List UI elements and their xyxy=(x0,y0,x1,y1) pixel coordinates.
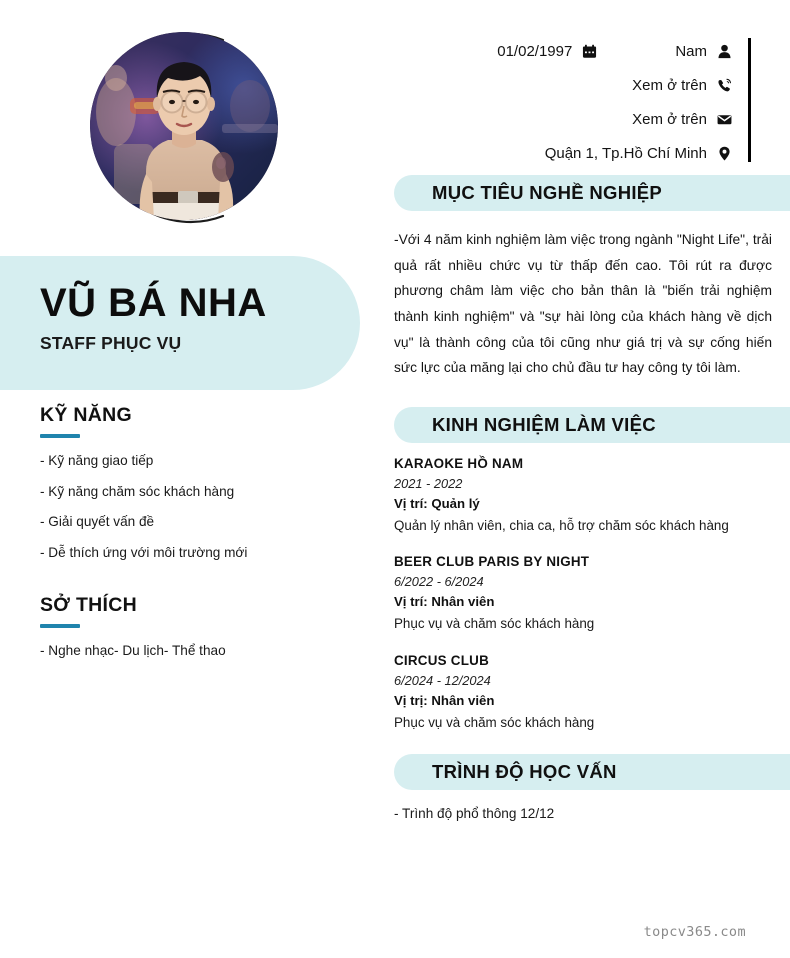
portrait-photo xyxy=(90,32,278,220)
profile-photo-container xyxy=(75,28,275,232)
company-name: BEER CLUB PARIS BY NIGHT xyxy=(394,554,590,570)
objective-text: -Với 4 năm kinh nghiệm làm việc trong ngành "Night Life", trải quả rất nhiều chức vụ từ thấp đến cao. Tôi rút ra được phương châm làm việc cho bản thân là "biến trải nghiệm thành kinh nghiệm" và "sự hài lòng của khách hàng về dịch vụ" là thành công của tôi cũng như giá trị và sự cống hiến sức lực của măng lại cho chủ đầu tư hay công ty tôi làm. xyxy=(394,232,772,376)
page-title: VŨ BÁ NHA xyxy=(40,281,267,325)
list-item: - Kỹ năng giao tiếp xyxy=(40,453,154,468)
experience-entry xyxy=(394,554,772,633)
contact-info xyxy=(332,34,732,170)
calendar-icon xyxy=(581,43,597,59)
hobbies-heading: SỞ THÍCH xyxy=(40,593,138,616)
experience-entry xyxy=(394,456,772,535)
right-column xyxy=(394,175,790,821)
avatar xyxy=(90,32,278,220)
contact-email xyxy=(332,102,732,136)
employment-dates: 6/2024 - 12/2024 xyxy=(394,672,491,688)
list-item: - Nghe nhạc- Du lịch- Thể thao xyxy=(40,642,226,658)
heading-underline xyxy=(40,434,80,438)
position-title: Vị trí: Nhân viên xyxy=(394,594,495,610)
experience-entry xyxy=(394,653,772,732)
section-header-experience xyxy=(394,407,790,443)
company-name: CIRCUS CLUB xyxy=(394,652,489,668)
header-vertical-divider xyxy=(748,38,751,162)
section-header-education xyxy=(394,754,790,790)
section-hobbies xyxy=(40,594,370,662)
birthday-value: 01/02/1997 xyxy=(497,42,573,60)
section-skills xyxy=(40,404,370,564)
envelope-icon xyxy=(716,111,732,127)
phone-value: Xem ở trên xyxy=(632,76,707,94)
gender-value: Nam xyxy=(675,42,707,60)
contact-gender xyxy=(675,43,732,60)
education-heading: TRÌNH ĐỘ HỌC VẤN xyxy=(432,761,617,783)
employment-dates: 6/2022 - 6/2024 xyxy=(394,574,484,590)
person-icon xyxy=(716,43,732,59)
spacer xyxy=(394,732,790,754)
position-title: Vị trị: Nhân viên xyxy=(394,692,495,708)
skills-heading: KỸ NĂNG xyxy=(40,404,133,426)
list-item: - Trình độ phổ thông 12/12 xyxy=(394,806,555,822)
name-banner xyxy=(0,256,360,390)
contact-phone xyxy=(332,68,732,102)
employment-dates: 2021 - 2022 xyxy=(394,475,463,491)
objective-body xyxy=(394,227,790,381)
contact-birthday xyxy=(497,43,597,60)
phone-icon xyxy=(716,77,732,93)
experience-heading: KINH NGHIỆM LÀM VIỆC xyxy=(432,413,656,435)
list-item: - Kỹ năng chăm sóc khách hàng xyxy=(40,483,235,499)
company-name: KARAOKE HỒ NAM xyxy=(394,455,524,471)
watermark: topcv365.com xyxy=(643,924,746,940)
location-pin-icon xyxy=(716,145,732,161)
contact-address xyxy=(332,136,732,170)
list-item: - Dễ thích ứng với môi trường mới xyxy=(40,544,248,560)
list-item: - Giải quyết vấn đề xyxy=(40,514,155,530)
position-description: Phục vụ và chăm sóc khách hàng xyxy=(394,616,595,632)
section-header-objective xyxy=(394,175,790,211)
job-role: STAFF PHỤC VỤ xyxy=(40,333,182,354)
education-list xyxy=(394,806,790,821)
left-column xyxy=(40,404,370,691)
email-value: Xem ở trên xyxy=(632,110,707,128)
contact-row-birthday-gender xyxy=(332,34,732,68)
position-description: Quản lý nhân viên, chia ca, hỗ trợ chăm sóc khách hàng xyxy=(394,517,729,533)
experience-list xyxy=(394,456,790,732)
spacer xyxy=(394,381,790,407)
objective-heading: MỤC TIÊU NGHỀ NGHIỆP xyxy=(432,182,663,203)
heading-underline xyxy=(40,624,80,628)
address-value: Quận 1, Tp.Hồ Chí Minh xyxy=(544,144,707,162)
position-title: Vị trí: Quản lý xyxy=(394,495,480,511)
position-description: Phục vụ và chăm sóc khách hàng xyxy=(394,714,595,730)
